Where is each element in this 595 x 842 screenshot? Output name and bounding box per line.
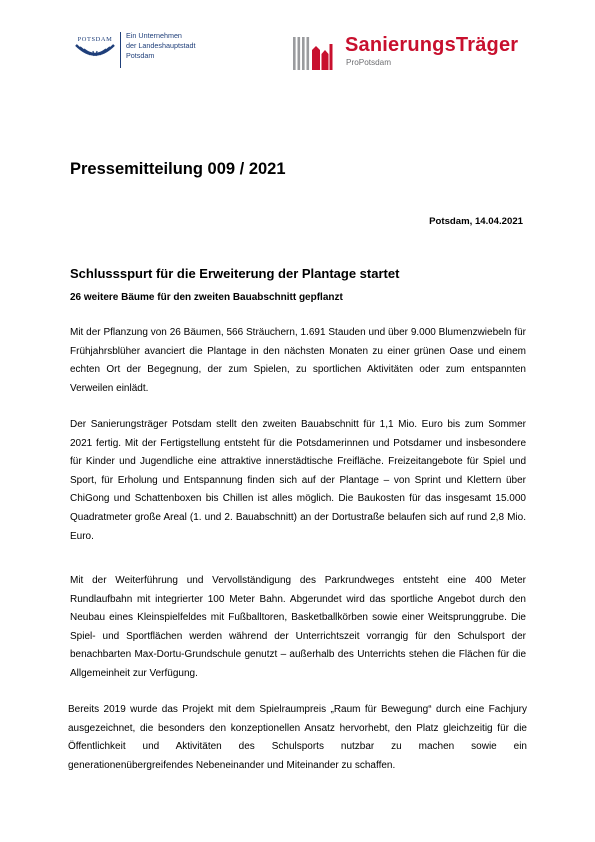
paragraph: Der Sanierungsträger Potsdam stellt den zweiten Bauabschnitt für 1,1 Mio. Euro bis zum Sommer 2021 fertig. Mit der Fertigstellung entsteht für die Potsdamerinnen und Potsdamer und insbesondere für Kinder und Jugendliche eine attraktive innerstädtische Freifläche. Freizeitangebote für Spiel und Sport, für Erholung und Entspannung finden sich auf der Plantage – von Sprint und Klettern über ChiGong und Schattenboxen bis Chillen ist alles möglich. Die Baukosten für das insgesamt 15.000 Quadratmeter große Areal (1. und 2. Bauabschnitt) an der Dortustraße belaufen sich auf rund 2,8 Mio. Euro. [70,419,526,542]
potsdam-tagline [126,31,196,62]
paragraph: Mit der Pflanzung von 26 Bäumen, 566 Sträuchern, 1.691 Stauden und über 9.000 Blumenzwiebeln für Frühjahrsblüher avanciert die Plantage in den nächsten Monaten zu einer grünen Oase und einem echten Ort der Begegnung, der zum Spielen, zu sportlichen Aktivitäten oder zum entspannten Verweilen einlädt. [70,327,526,394]
potsdam-tagline-line: Potsdam [126,51,155,61]
brand-name: SanierungsTräger [345,34,519,56]
potsdam-tagline-line: der Landeshauptstadt [126,41,196,51]
headline: Schlussspurt für die Erweiterung der Plantage startet [70,266,400,281]
brand-subtitle: ProPotsdam [346,58,392,67]
potsdam-logo-icon [70,34,120,68]
dateline: Potsdam, 14.04.2021 [429,216,523,227]
paragraph: Mit der Weiterführung und Vervollständigung des Parkrundweges entsteht eine 400 Meter Rundlaufbahn mit integrierter 100 Meter Bahn. Abgerundet wird das sportliche Angebot durch den Neubau eines Kleinspielfeldes mit Fußballtoren, Basketballkörben sowie einer Weitsprunggrube. Die Spiel- und Sportflächen werden während der Unterrichtszeit vorrangig für den Schulsport der benachbarten Max-Dortu-Grundschule genutzt – außerhalb des Unterrichts stehen die Flächen für die Allgemeinheit zur Verfügung. [70,575,526,679]
potsdam-logo-divider [120,32,121,68]
subheadline: 26 weitere Bäume für den zweiten Bauabschnitt gepflanzt [70,292,343,303]
potsdam-tagline-line: Ein Unternehmen [126,31,182,40]
potsdam-logo-text: POTSDAM [77,36,113,43]
sanierungstraeger-logo-icon [292,34,334,72]
paragraph: Bereits 2019 wurde das Projekt mit dem Spielraumpreis „Raum für Bewegung“ durch eine Fachjury ausgezeichnet, die besonders den konzeptionellen Ansatz hervorhebt, den Platz gleichzeitig für die Öffentlichkeit und Aktivitäten des Schulsports nutzbar zu machen sowie ein generationenübergreifendes Nebeneinander und Miteinander zu schaffen. [68,704,527,771]
document-title: Pressemitteilung 009 / 2021 [70,160,286,178]
